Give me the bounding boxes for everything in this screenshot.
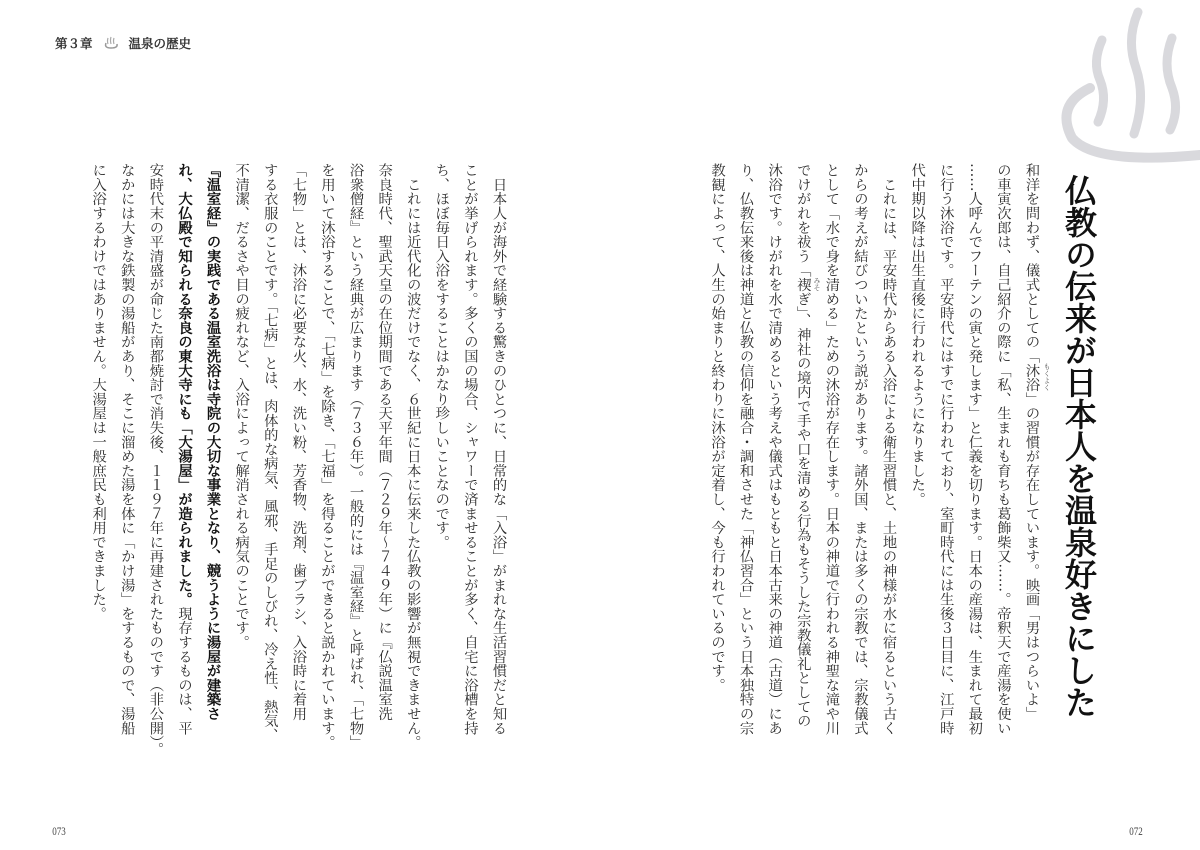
text-line: する衣服のことです。「七病」とは、肉体的な病気、風邪、手足のしびれ、冷え性、熱気、 xyxy=(262,163,279,743)
text-line: これには、平安時代からある入浴による衛生習慣と、土地の神様が水に宿るという古く xyxy=(881,163,898,735)
emphasized-text: れ、大仏殿で知られる奈良の東大寺にも「大湯屋」が造られました。 xyxy=(176,163,193,607)
article-title: 仏教の伝来が日本人を温泉好きにした xyxy=(1060,174,1098,718)
text-line: 沐浴です。けがれを水で清めるという考えや儀式はもともと日本古来の神道（古道）にあ xyxy=(766,163,783,735)
text-line: 「七物」とは、沐浴に必要な火、水、洗い粉、芳香物、洗剤、歯ブラシ、入浴時に着用 xyxy=(290,163,307,721)
text-line xyxy=(176,163,192,773)
text-line: ことが挙げられます。多くの国の場合、シャワーで済ませることが多く、自宅に浴槽を持 xyxy=(462,163,479,735)
text-line: 教観によって、人生の始まりと終わりに沐浴が定着し、今も行われているのです。 xyxy=(709,163,726,693)
plain-text: 現存するものは、平 xyxy=(176,606,193,736)
text-line: 安時代末の平清盛が命じた南都焼討で消失後、１１９７年に再建されたものです（非公開）。 xyxy=(147,163,164,757)
chapter-label: 第３章 xyxy=(55,36,93,51)
text-line: ち、ほぼ毎日入浴をすることはかなり珍しいことなのです。 xyxy=(433,163,450,550)
text-line: なかには大きな鉄製の湯船があり、そこに溜めた湯を体に「かけ湯」をするもので、湯船 xyxy=(119,163,136,735)
ruby-mokuyoku: もくよく xyxy=(1043,363,1051,391)
text-line: 不清潔、だるさや目の疲れなど、入浴によって解消される病気のことです。 xyxy=(233,163,250,650)
text-line: 和洋を問わず、儀式としての「沐浴」の習慣が存在しています。映画「男はつらいよ」 xyxy=(1024,163,1040,721)
page-number-right: 072 xyxy=(1129,824,1143,838)
running-header xyxy=(55,34,191,52)
text-line: 浴衆僧経』という経典が広まります（７３６年）。一般的には『温室経』と呼ばれ、「七物」 xyxy=(348,163,365,750)
text-line: これには近代化の波だけでなく、６世紀に日本に伝来した仏教の影響が無視できません。 xyxy=(405,163,422,750)
hot-spring-icon xyxy=(103,36,119,50)
text-line: からの考えが結びついたという説があります。諸外国、または多くの宗教では、宗教儀式 xyxy=(852,163,869,735)
text-line: り、仏教伝来後は神道と仏教の信仰を融合・調和させた「神仏習合」という日本独特の宗 xyxy=(738,163,755,735)
text-line: ……人呼んでフーテンの寅と発します」と仁義を切ります。日本の産湯は、生まれて最初 xyxy=(966,163,983,735)
right-page-body xyxy=(697,163,1040,773)
text-line: 代中期以降は出生直後に行われるようになりました。 xyxy=(909,163,926,507)
text-line: として「水で身を清める」ための沐浴が存在します。日本の神道で行われる神聖な滝や川 xyxy=(823,163,840,735)
text-line: に行う沐浴です。平安時代にはすでに行われており、室町時代には生後３日目に、江戸時 xyxy=(938,163,955,735)
hot-spring-icon xyxy=(1030,0,1200,174)
text-line: の車寅次郎は、自己紹介の際に「私、生まれも育ちも葛飾柴又……。帝釈天で産湯を使い xyxy=(995,163,1012,735)
emphasized-line: 『温室経』の実践である温室洗浴は寺院の大切な事業となり、競うように湯屋が建築さ xyxy=(205,163,222,721)
text-line: 日本人が海外で経験する驚きのひとつに、日常的な「入浴」がまれな生活習慣だと知る xyxy=(491,163,507,735)
page-number-left: 073 xyxy=(52,824,66,838)
section-label: 温泉の歴史 xyxy=(128,36,192,51)
left-page-body xyxy=(78,163,507,773)
text-line: でけがれを祓う「禊ぎ」、神社の境内で手や口を清める行為もそうした宗教儀礼としての xyxy=(795,163,812,728)
text-line: 奈良時代、聖武天皇の在位期間である天平年間（７２９年〜７４９年）に『仏説温室洗 xyxy=(376,163,393,721)
text-line: に入浴するわけではありません。大湯屋は一般庶民も利用できました。 xyxy=(90,163,107,621)
ruby-misogi: みそ xyxy=(813,277,821,291)
text-line: を用いて沐浴することで、「七病」を除き、「七福」を得ることができると説かれています。 xyxy=(319,163,336,750)
